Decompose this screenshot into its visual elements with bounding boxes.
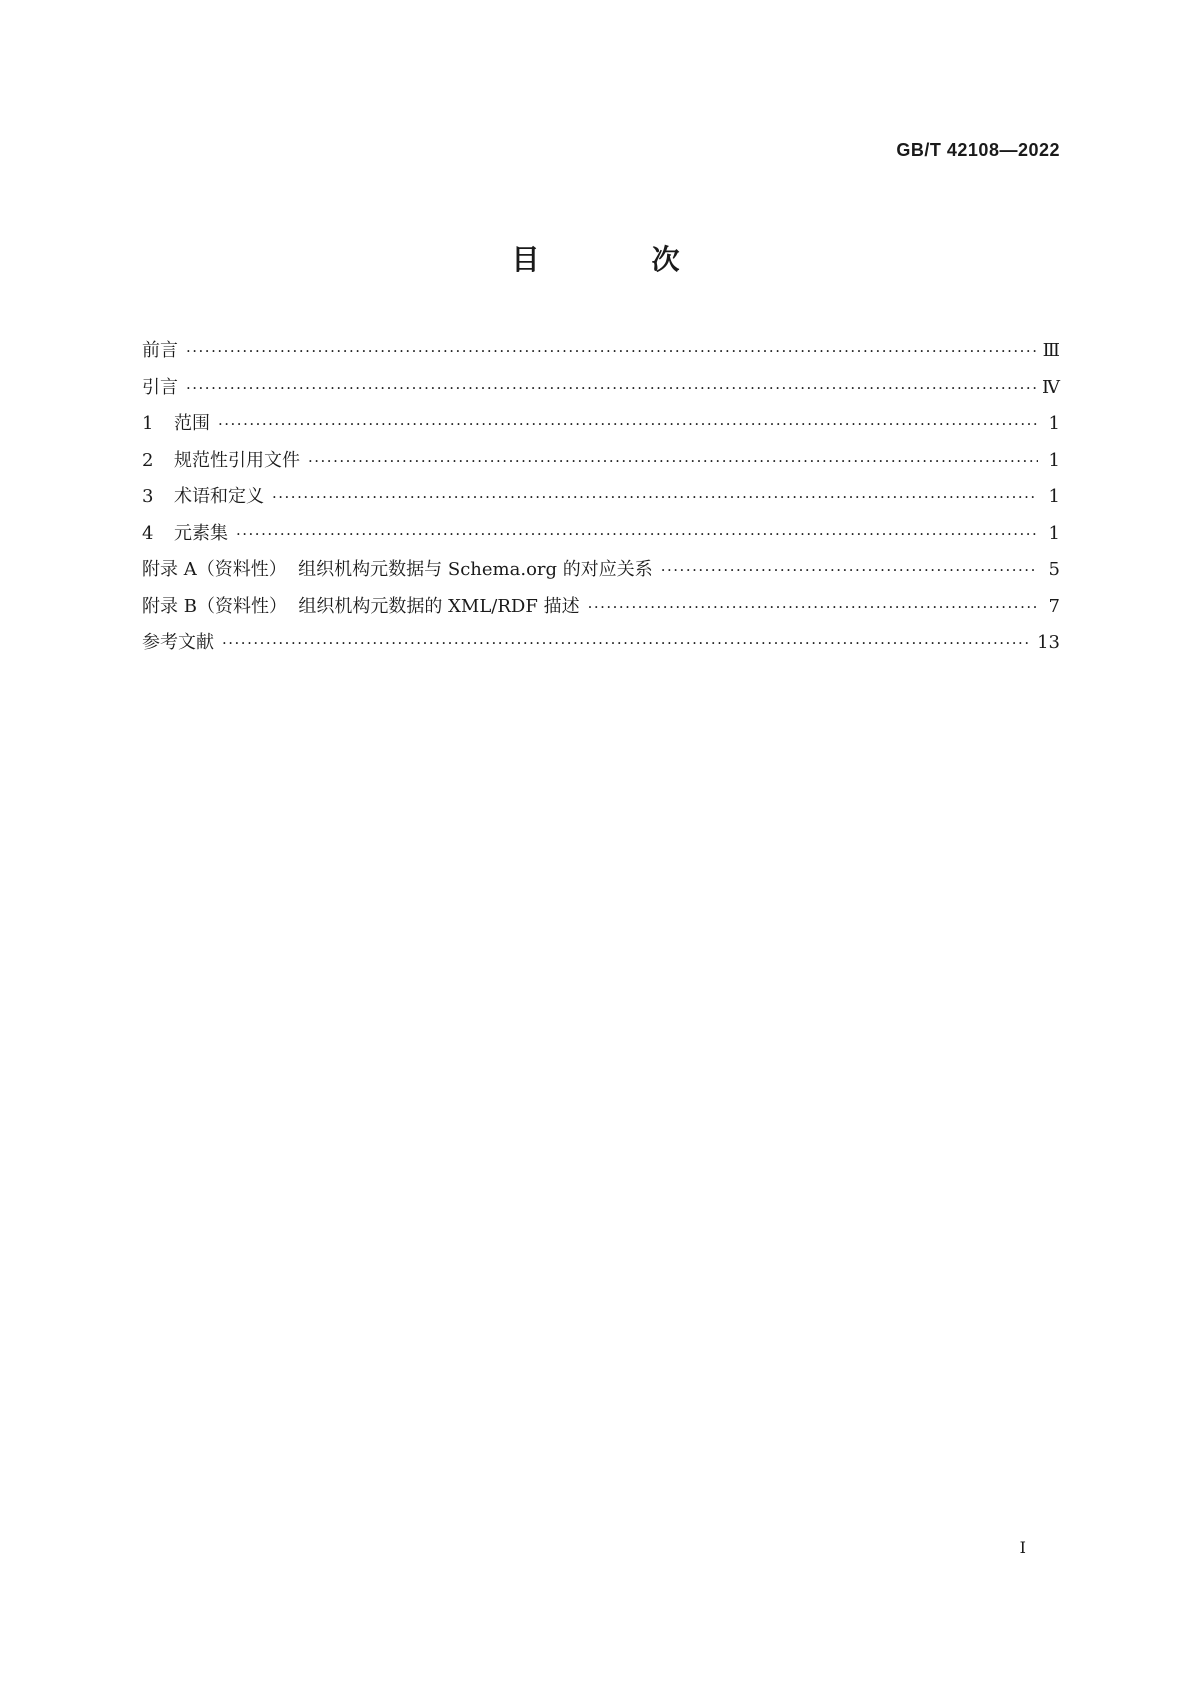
toc-item-label: 附录 A（资料性） 组织机构元数据与 Schema.org 的对应关系 xyxy=(142,559,653,580)
toc-item-element-set[interactable] xyxy=(142,519,1060,556)
toc-item-page: Ⅲ xyxy=(1042,340,1060,361)
toc-item-number: 1 xyxy=(142,413,154,434)
toc-item-page: 13 xyxy=(1037,632,1060,653)
toc-item-page: 1 xyxy=(1048,522,1060,544)
toc-leader-dots xyxy=(308,452,1038,470)
toc-item-page: 1 xyxy=(1048,486,1060,507)
toc-item-number: 2 xyxy=(142,449,154,471)
toc-item-page: 1 xyxy=(1048,449,1060,471)
toc-item-page: 1 xyxy=(1048,413,1060,434)
toc-item-page: 7 xyxy=(1048,595,1060,617)
toc-item-number: 4 xyxy=(142,522,154,544)
toc-item-label: 术语和定义 xyxy=(174,486,264,507)
page-number: Ⅰ xyxy=(1019,1538,1026,1557)
toc-item-foreword[interactable] xyxy=(142,336,1060,373)
toc-item-page: 5 xyxy=(1048,559,1060,580)
toc-leader-dots xyxy=(218,415,1038,433)
toc-item-bibliography[interactable] xyxy=(142,628,1060,665)
toc-item-label: 元素集 xyxy=(174,522,228,544)
toc-item-normative-references[interactable] xyxy=(142,446,1060,483)
toc-item-label: 规范性引用文件 xyxy=(174,449,300,471)
toc-item-label: 附录 B（资料性） 组织机构元数据的 XML/RDF 描述 xyxy=(142,595,580,617)
toc-item-label: 范围 xyxy=(174,413,210,434)
standard-code: GB/T 42108—2022 xyxy=(896,140,1060,160)
toc-item-page: Ⅳ xyxy=(1042,376,1060,398)
toc-item-scope[interactable] xyxy=(142,409,1060,446)
page-title: 目 次 xyxy=(511,243,722,276)
toc-leader-dots xyxy=(186,342,1037,360)
toc-item-introduction[interactable] xyxy=(142,373,1060,410)
toc-leader-dots xyxy=(588,598,1038,616)
toc-item-label: 引言 xyxy=(142,376,178,398)
toc-leader-dots xyxy=(272,488,1038,506)
toc-item-terms-definitions[interactable] xyxy=(142,482,1060,519)
toc-leader-dots xyxy=(222,634,1031,652)
toc-item-annex-a[interactable] xyxy=(142,555,1060,592)
toc-leader-dots xyxy=(661,561,1038,579)
toc-item-label: 参考文献 xyxy=(142,632,214,653)
toc-item-annex-b[interactable] xyxy=(142,592,1060,629)
toc-item-number: 3 xyxy=(142,486,154,507)
table-of-contents xyxy=(142,336,1060,665)
toc-item-label: 前言 xyxy=(142,340,178,361)
toc-leader-dots xyxy=(186,379,1036,397)
toc-leader-dots xyxy=(236,525,1038,543)
